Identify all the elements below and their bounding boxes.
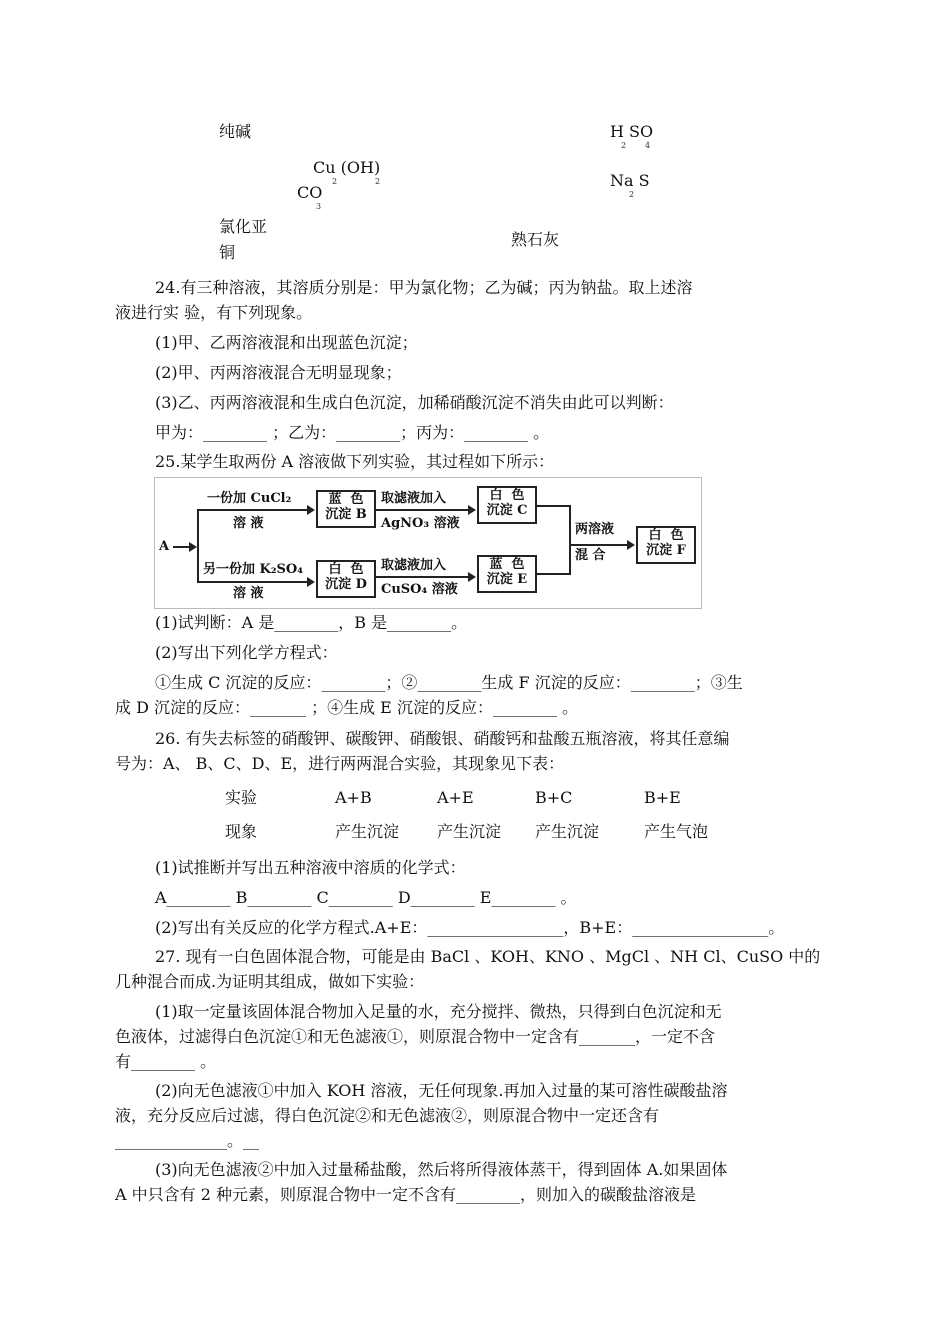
q25-line4: ①生成 C 沉淀的反应：________；②________生成 F 沉淀的反应：________；③生 [155, 673, 743, 692]
q24-line4: (2)甲、丙两溶液混合无明显现象； [155, 363, 402, 382]
q27-line7: 液，充分反应后过滤，得白色沉淀②和无色滤液②，则原混合物中一定还含有 [115, 1106, 660, 1125]
q26-table-head-0: 实验 [225, 788, 258, 807]
label-h2so4-sub1: 2 [621, 141, 627, 150]
flow-bottom-reagent-b: 溶 液 [233, 586, 264, 601]
q26-line1: 26. 有失去标签的硝酸钾、碳酸钾、硝酸银、硝酸钙和盐酸五瓶溶液，将其任意编 [155, 729, 730, 748]
flow-top-reagent-b: 溶 液 [233, 516, 264, 531]
q27-line3: (1)取一定量该固体混合物加入足量的水，充分搅拌、微热，只得到白色沉淀和无 [155, 1002, 722, 1021]
flow-arrowhead [189, 542, 197, 552]
q26-table-row-1: 产生沉淀 [335, 822, 400, 841]
flow-line [569, 544, 629, 546]
q25-line5: 成 D 沉淀的反应：_______ ；④生成 E 沉淀的反应：________ 。 [115, 698, 579, 717]
label-chunjian: 纯碱 [219, 122, 252, 141]
flow-box-d: 白 色 沉淀 D [316, 560, 376, 598]
flow-diagram [154, 477, 702, 609]
q24-line3: (1)甲、乙两溶液混和出现蓝色沉淀； [155, 333, 418, 352]
flow-box-b: 蓝 色 沉淀 B [316, 490, 376, 528]
q25-line1: 25.某学生取两份 A 溶液做下列实验，其过程如下所示： [155, 452, 555, 471]
flow-top-filtrate-b: AgNO₃ 溶液 [381, 516, 460, 531]
q24-line1: 24.有三种溶液，其溶质分别是：甲为氯化物；乙为碱；丙为钠盐。取上述溶 [155, 278, 693, 297]
label-co3-sub: 3 [316, 202, 322, 211]
flow-box-c: 白 色 沉淀 C [477, 486, 537, 524]
q27-line10: A 中只含有 2 种元素，则原混合物中一定不含有________，则加入的碳酸盐溶液是 [115, 1185, 696, 1204]
flow-box-e: 蓝 色 沉淀 E [477, 555, 537, 593]
flow-line [569, 505, 571, 575]
label-na2s-sub: 2 [629, 190, 635, 199]
q26-line3: (1)试推断并写出五种溶液中溶质的化学式： [155, 858, 466, 877]
label-tong: 铜 [219, 243, 236, 262]
flow-arrowhead [468, 505, 476, 515]
flow-line [535, 573, 571, 575]
flow-line [197, 581, 309, 583]
q24-line2: 液进行实 验，有下列现象。 [115, 303, 313, 322]
label-lvhuaya: 氯化亚 [219, 217, 268, 236]
q27-line4: 色液体，过滤得白色沉淀①和无色滤液①，则原混合物中一定含有_______，一定不含 [115, 1027, 716, 1046]
q26-table-head-1: A+B [335, 788, 372, 807]
label-cu-oh: Cu (OH) [313, 158, 381, 177]
q27-line9: (3)向无色滤液②中加入过量稀盐酸，然后将所得液体蒸干，得到固体 A.如果固体 [155, 1160, 728, 1179]
q26-table-head-2: A+E [437, 788, 474, 807]
label-shushihui: 熟石灰 [511, 230, 560, 249]
label-na2s: Na S [610, 171, 650, 190]
flow-arrowhead [627, 540, 635, 550]
flow-line [197, 509, 309, 511]
label-cu-sub1: 2 [332, 177, 338, 186]
q27-line6: (2)向无色滤液①中加入 KOH 溶液，无任何现象.再加入过量的某可溶性碳酸盐溶 [155, 1081, 728, 1100]
q27-line5: 有________ 。 [115, 1052, 217, 1071]
q26-table-row-3: 产生沉淀 [535, 822, 600, 841]
flow-arrowhead [307, 577, 315, 587]
flow-line [374, 576, 470, 578]
flow-line [374, 509, 470, 511]
q26-table-row-4: 产生气泡 [644, 822, 709, 841]
q27-line8: ______________。__ [115, 1131, 260, 1150]
flow-bottom-reagent: 另一份加 K₂SO₄ [203, 562, 303, 577]
flow-mix-label-b: 混 合 [575, 548, 606, 563]
q27-line2: 几种混合而成.为证明其组成，做如下实验： [115, 972, 425, 991]
q25-line3: (2)写出下列化学方程式： [155, 643, 338, 662]
q24-line5: (3)乙、丙两溶液混和生成白色沉淀，加稀硝酸沉淀不消失由此可以判断： [155, 393, 674, 412]
q26-table-row-2: 产生沉淀 [437, 822, 502, 841]
q26-table-head-3: B+C [535, 788, 573, 807]
flow-arrowhead [307, 505, 315, 515]
q27-line1: 27. 现有一白色固体混合物，可能是由 BaCl 、KOH、KNO 、MgCl 、NH Cl、CuSO 中的 [155, 947, 821, 966]
q26-line5: (2)写出有关反应的化学方程式.A+E：_________________，B+E：_________________。 [155, 918, 785, 937]
q26-table-head-4: B+E [644, 788, 681, 807]
flow-label-a: A [159, 539, 170, 554]
flow-line [535, 505, 571, 507]
label-h2so4-sub2: 4 [645, 141, 651, 150]
q26-line4: A________ B________ C________ D________ E________ 。 [155, 888, 577, 907]
label-h2so4: H SO [610, 122, 654, 141]
label-cu-sub2: 2 [375, 177, 381, 186]
q26-line2: 号为：A、 B、C、D、E，进行两两混合实验，其现象见下表： [115, 754, 565, 773]
flow-bottom-filtrate-b: CuSO₄ 溶液 [381, 582, 458, 597]
flow-line [197, 509, 199, 583]
flow-mix-label: 两溶液 [575, 522, 615, 537]
flow-bottom-filtrate: 取滤液加入 [381, 558, 447, 573]
q25-line2: (1)试判断：A 是________，B 是________。 [155, 613, 468, 632]
q24-line6: 甲为：________ ；乙为：________；丙为：________ 。 [155, 423, 550, 442]
label-co3: CO [297, 183, 323, 202]
flow-top-reagent: 一份加 CuCl₂ [207, 491, 292, 506]
flow-top-filtrate: 取滤液加入 [381, 491, 447, 506]
flow-box-f: 白 色 沉淀 F [636, 526, 696, 564]
q26-table-row-0: 现象 [225, 822, 258, 841]
flow-arrowhead [468, 572, 476, 582]
